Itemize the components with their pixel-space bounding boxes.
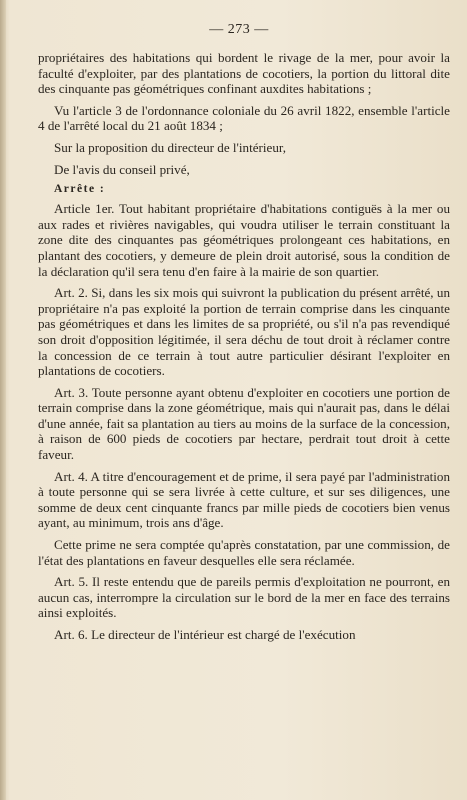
- page-number: — 273 —: [209, 22, 269, 37]
- paragraph-article-6: Art. 6. Le directeur de l'intérieur est chargé de l'exécution: [54, 627, 356, 642]
- paragraph-continuation: propriétaires des habitations qui bordent le rivage de la mer, pour avoir la faculté d'exploiter, par des plantations de cocotiers, la portion du littoral dite des cinquante pas géométriques confinant auxdites habitations ;: [38, 50, 450, 97]
- paragraph-vu: Vu l'article 3 de l'ordonnance coloniale du 26 avril 1822, ensemble l'article 4 de l'arrêté local du 21 août 1834 ;: [38, 102, 450, 134]
- section-heading-arrete: Arrête :: [54, 183, 106, 196]
- paragraph-avis: De l'avis du conseil privé,: [54, 161, 190, 177]
- paragraph-article-3: Art. 3. Toute personne ayant obtenu d'exploiter en cocotiers une portion de terrain comprise dans la zone géométrique, mais qui n'aurait pas, dans le délai d'une année, fait sa plantation au tiers au moins de la surface de la concession, à raison de 600 pieds de cocotiers par hectare, perdrait tout droit à cette faveur.: [38, 384, 450, 463]
- paragraph-article-1: Article 1er. Tout habitant propriétaire d'habitations contiguës à la mer ou aux rades et rivières navigables, qui voudra utiliser le terrain constituant la zone dite des cinquantes pas géométriques prolongeant ces habitations, en plantant des cocotiers, y demeure de plein droit autorisé, sous la condition de la déclaration qu'il sera tenu d'en faire à la mairie de son quartier.: [38, 201, 450, 279]
- paragraph-prime: Cette prime ne sera comptée qu'après constatation, par une commission, de l'état des plantations en faveur desquelles elle sera réclamée.: [38, 537, 450, 568]
- paragraph-article-5: Art. 5. Il reste entendu que de pareils permis d'exploitation ne pourront, en aucun cas, interrompre la circulation sur le bord de la mer en face des terrains ainsi exploités.: [38, 574, 450, 621]
- paragraph-article-2: Art. 2. Si, dans les six mois qui suivront la publication du présent arrêté, un propriétaire n'a pas exploité la portion de terrain comprise dans les cinquante pas géométriques et dans les limites de sa propriété, ou s'il n'a pas revendiqué son droit d'opposition légitimée, il sera déchu de tout droit à réclamer contre la concession de ce terrain à tout autre particulier désirant l'exploiter en plantations de cocotiers.: [38, 285, 450, 379]
- paragraph-article-4: Art. 4. A titre d'encouragement et de prime, il sera payé par l'administration à toute personne qui se sera livrée à cette culture, et sur ses diligences, une somme de deux cent cinquante francs par mille pieds de cocotiers bien venus ayant, au minimum, trois ans d'âge.: [38, 468, 450, 531]
- paragraph-proposition: Sur la proposition du directeur de l'intérieur,: [54, 139, 287, 155]
- page-spine-shadow: [0, 0, 6, 800]
